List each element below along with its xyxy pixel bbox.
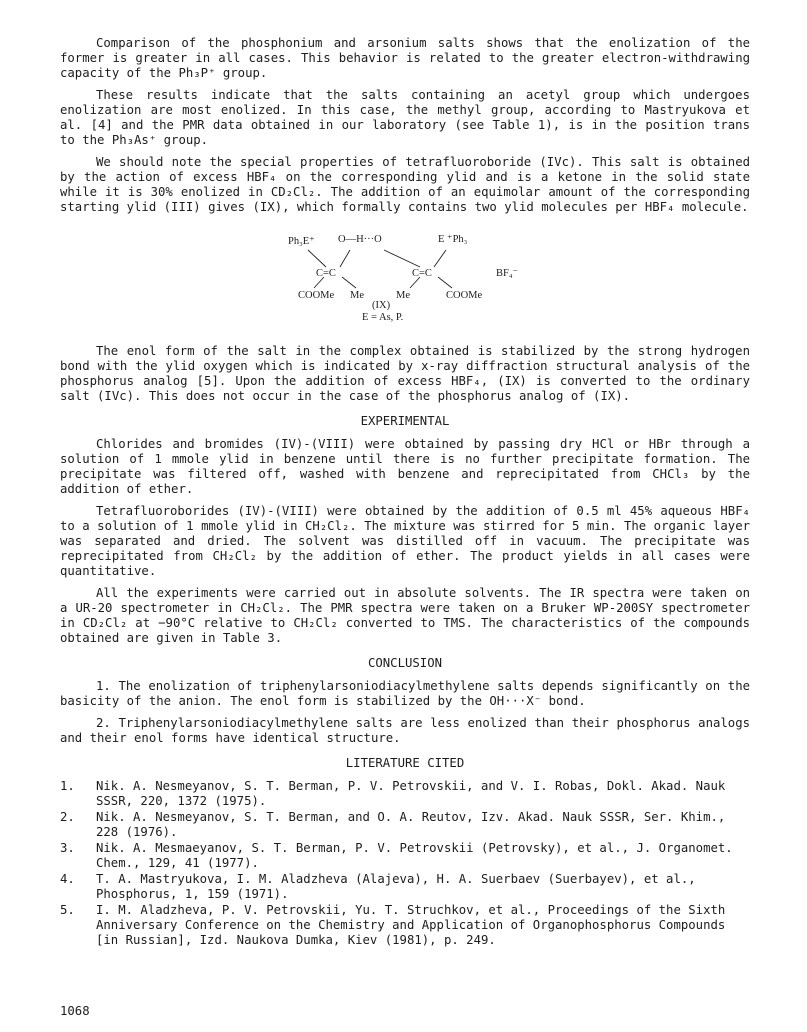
intro-paragraph-3: We should note the special properties of tetrafluoroboride (IVc). This salt is obtained by the action of excess HBF₄ on the corresponding ylid and is a ketone in the solid state while it is 30% enolized in CD₂Cl₂. The addition of an equimolar amount of the corresponding starting ylid (III) gives (IX), which formally contains two ylid molecules per HBF₄ molecule. [60,155,750,214]
experimental-paragraph-2: Tetrafluoroborides (IV)-(VIII) were obtained by the addition of 0.5 ml 45% aqueous HBF₄ to a solution of 1 mmole ylid in CH₂Cl₂. The mixture was stirred for 5 min. The organic layer was separated and dried. The solvent was distilled off in vacuum. The precipitate was reprecipitated from CH₂Cl₂ by the addition of ether. The product yields in all cases were quantitative. [60,504,750,578]
reference-text: T. A. Mastryukova, I. M. Aladzheva (Alajeva), H. A. Suerbaev (Suerbayev), et al., Phosphorus, 1, 159 (1971). [96,872,696,901]
reference-item [60,810,750,840]
sub-me-right: Me [396,290,410,301]
reference-number: 5. [60,903,75,917]
conclusion-paragraph-2: 2. Triphenylarsoniodiacylmethylene salts are less enolized than their phosphorus analogs and their enol forms have identical structure. [60,716,750,745]
page-number: 1068 [60,1004,90,1018]
conclusion-heading: CONCLUSION [367,656,443,670]
sub-coome-left: COOMe [298,290,335,301]
sub-me-left: Me [350,290,364,301]
reference-item [60,903,750,948]
reference-item [60,841,750,871]
reference-text: I. M. Aladzheva, P. V. Petrovskii, Yu. T. Struchkov, et al., Proceedings of the Sixth Anniversary Conference on the Chemistry and Application of Organophosphorus Compounds [in Russian], Izd. Naukova Dumka, Kiev (1981), p. 249. [96,903,726,947]
bridge-label: O—H···O [338,234,382,245]
intro-paragraph-1: Comparison of the phosphonium and arsonium salts shows that the enolization of the former is greater in all cases. This behavior is related to the greater electron-withdrawing capacity of the Ph₃P⁺ group. [60,36,750,80]
enol-paragraph: The enol form of the salt in the complex obtained is stabilized by the strong hydrogen bond with the ylid oxygen which is indicated by x-ray diffraction structural analysis of the phosphorus analog [5]. Upon the addition of excess HBF₄, (IX) is converted to the ordinary salt (IVc). This does not occur in the case of the phosphorus analog of (IX). [60,344,750,403]
right-cc-label: C=C [412,268,432,279]
structure-bonds [60,222,750,320]
e-definition: E = As, P. [362,312,404,323]
reference-number: 4. [60,872,75,886]
conclusion-paragraph-1: 1. The enolization of triphenylarsoniodiacylmethylene salts depends significantly on the basicity of the anion. The enol form is stabilized by the OH···X⁻ bond. [60,679,750,708]
reference-text: Nik. A. Nesmeyanov, S. T. Berman, and O. A. Reutov, Izv. Akad. Nauk SSSR, Ser. Khim., 228 (1976). [96,810,726,839]
reference-text: Nik. A. Nesmeyanov, S. T. Berman, P. V. Petrovskii, and V. I. Robas, Dokl. Akad. Nauk SSSR, 220, 1372 (1975). [96,779,726,808]
experimental-heading: EXPERIMENTAL [360,414,450,428]
compound-label: (IX) [372,300,391,311]
experimental-paragraph-3: All the experiments were carried out in absolute solvents. The IR spectra were taken on a UR-20 spectrometer in CH₂Cl₂. The PMR spectra were taken on a Bruker WP-200SY spectrometer in CD₂Cl₂ at −90°C relative to CH₂Cl₂ converted to TMS. The characteristics of the compounds obtained are given in Table 3. [60,586,750,645]
reference-text: Nik. A. Mesmaeyanov, S. T. Berman, P. V. Petrovskii (Petrovsky), et al., J. Organomet. Chem., 129, 41 (1977). [96,841,733,870]
reference-number: 2. [60,810,75,824]
reference-item [60,779,750,809]
reference-item [60,872,750,902]
reference-number: 1. [60,779,75,793]
sub-coome-right: COOMe [446,290,483,301]
intro-paragraph-2: These results indicate that the salts containing an acetyl group which undergoes enolization are most enolized. In this case, the methyl group, according to Mastryukova et al. [4] and the PMR data obtained in our laboratory (see Table 1), is in the position trans to the Ph₃As⁺ group. [60,88,750,147]
structure-ix-figure [60,222,750,323]
right-group-label: E ⁺Ph₃ [438,234,468,245]
experimental-paragraph-1: Chlorides and bromides (IV)-(VIII) were obtained by passing dry HCl or HBr through a solution of 1 mmole ylid in benzene until there is no further precipitate formation. The precipitate was filtered off, washed with benzene and reprecipitated from CHCl₃ by the addition of ether. [60,437,750,496]
anion-label: BF₄⁻ [496,268,519,279]
left-cc-label: C=C [316,268,336,279]
page-body [60,36,750,949]
literature-heading: LITERATURE CITED [345,756,465,770]
reference-list [60,779,750,948]
reference-number: 3. [60,841,75,855]
left-group-label: Ph₃E⁺ [288,236,315,247]
